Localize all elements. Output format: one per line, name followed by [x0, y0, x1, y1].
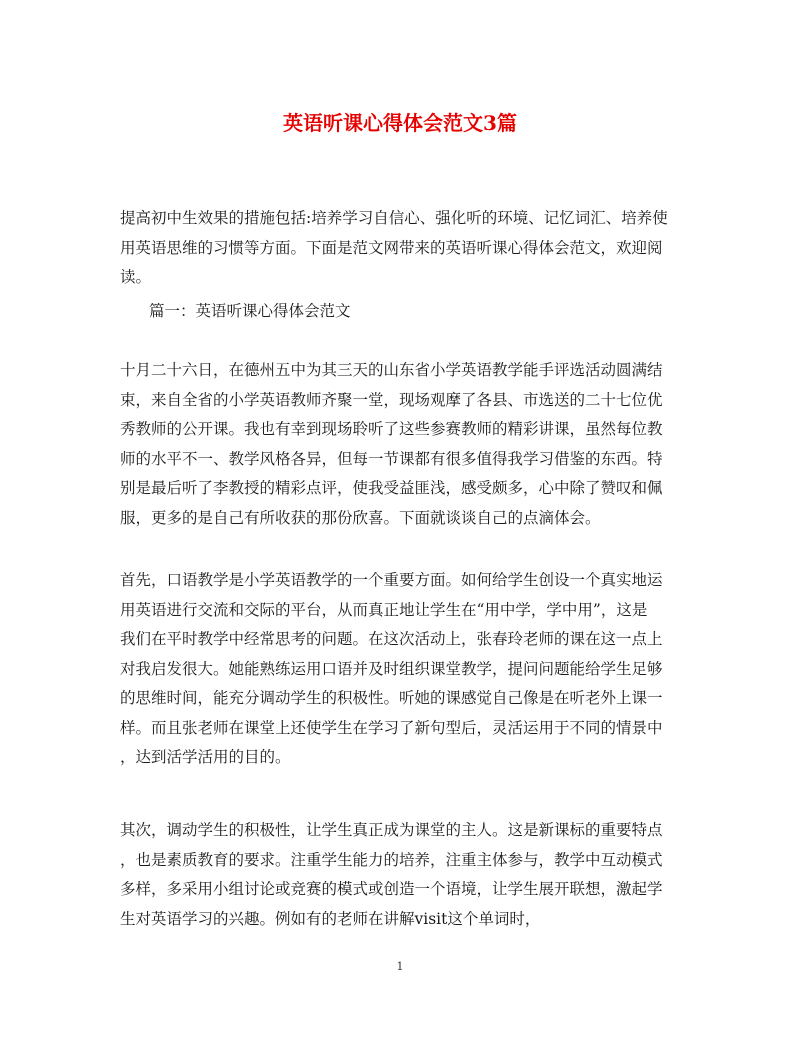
- paragraph-line: 样。而且张老师在课堂上还使学生在学习了新句型后，灵活运用于不同的情景中: [120, 718, 663, 737]
- body-paragraph-2: [120, 566, 680, 773]
- paragraph-line: 十月二十六日，在德州五中为其三天的山东省小学英语教学能手评选活动圆满结: [120, 361, 663, 379]
- paragraph-line: 生对英语学习的兴趣。例如有的老师在讲解visit这个单词时，: [120, 909, 541, 928]
- paragraph-line: 首先，口语教学是小学英语教学的一个重要方面。如何给学生创设一个真实地运: [120, 571, 663, 589]
- intro-paragraph: [120, 204, 680, 293]
- intro-line: 读。: [120, 268, 152, 286]
- paragraph-line: 师的水平不一、教学风格各异，但每一节课都有很多值得我学习借鉴的东西。特: [120, 449, 663, 468]
- intro-line: 用英语思维的习惯等方面。下面是范文网带来的英语听课心得体会范文，欢迎阅: [120, 238, 663, 257]
- paragraph-line: 用英语进行交流和交际的平台，从而真正地让学生在“用中学，学中用”，这是: [120, 600, 648, 619]
- section-heading: 篇一：英语听课心得体会范文: [149, 302, 351, 320]
- paragraph-line: 别是最后听了李教授的精彩点评，使我受益匪浅，感受颇多，心中除了赞叹和佩: [120, 479, 663, 497]
- paragraph-line: ，达到活学活用的目的。: [120, 748, 291, 766]
- paragraph-line: ，也是素质教育的要求。注重学生能力的培养，注重主体参与，教学中互动模式: [120, 850, 663, 869]
- paragraph-line: 我们在平时教学中经常思考的问题。在这次活动上，张春玲老师的课在这一点上: [120, 630, 663, 648]
- paragraph-line: 秀教师的公开课。我也有幸到现场聆听了这些参赛教师的精彩讲课，虽然每位教: [120, 420, 663, 438]
- body-paragraph-1: [120, 356, 680, 533]
- paragraph-line: 其次，调动学生的积极性，让学生真正成为课堂的主人。这是新课标的重要特点: [120, 821, 663, 839]
- paragraph-line: 服，更多的是自己有所收获的那份欣喜。下面就谈谈自己的点滴体会。: [120, 508, 601, 527]
- body-paragraph-3: [120, 816, 680, 934]
- intro-line: 提高初中生效果的措施包括:培养学习自信心、强化听的环境、记忆词汇、培养使: [120, 209, 668, 227]
- paragraph-line: 多样，多采用小组讨论或竞赛的模式或创造一个语境，让学生展开联想，激起学: [120, 880, 663, 898]
- paragraph-line: 的思维时间，能充分调动学生的积极性。听她的课感觉自己像是在听老外上课一: [120, 689, 663, 707]
- paragraph-line: 束，来自全省的小学英语教师齐聚一堂，现场观摩了各县、市选送的二十七位优: [120, 390, 663, 409]
- page-title: 英语听课心得体会范文3篇: [283, 111, 517, 135]
- paragraph-line: 对我启发很大。她能熟练运用口语并及时组织课堂教学，提问问题能给学生足够: [120, 659, 663, 678]
- page-number: 1: [396, 960, 404, 973]
